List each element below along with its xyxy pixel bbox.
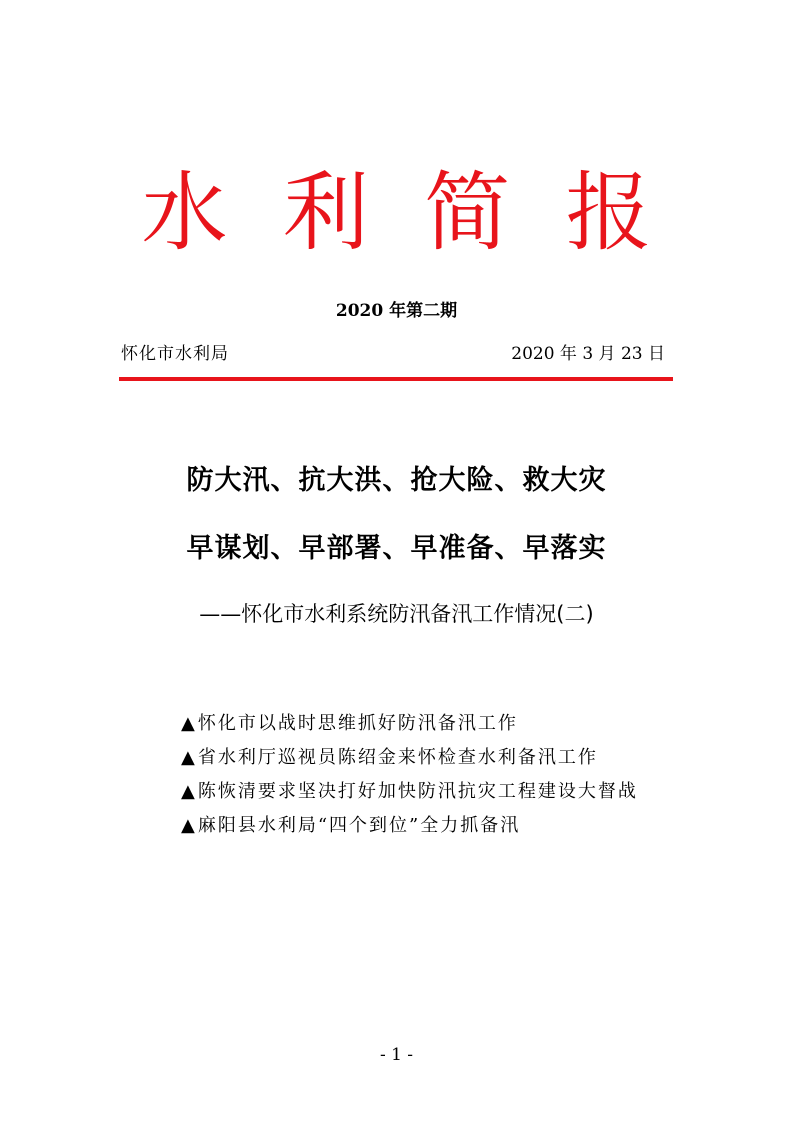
- headline-line-1: 防大汛、抗大洪、抢大险、救大灾: [186, 465, 607, 496]
- headline-line-2: 早谋划、早部署、早准备、早落实: [186, 533, 607, 564]
- contents-item: [181, 809, 638, 843]
- contents-item-text: 麻阳县水利局“四个到位”全力抓备汛: [197, 815, 521, 836]
- page-number: - 1 -: [379, 1045, 414, 1065]
- publish-date: 2020 年 3 月 23 日: [511, 344, 665, 364]
- publisher-name: 怀化市水利局: [121, 344, 229, 364]
- triangle-bullet-icon: ▲: [181, 713, 197, 734]
- contents-item-text: 陈恢清要求坚决打好加快防汛抗灾工程建设大督战: [197, 781, 638, 802]
- contents-item: [181, 707, 638, 741]
- triangle-bullet-icon: ▲: [181, 815, 197, 836]
- subheadline: ——怀化市水利系统防汛备汛工作情况(二): [199, 602, 594, 626]
- triangle-bullet-icon: ▲: [181, 781, 197, 802]
- contents-item-text: 省水利厅巡视员陈绍金来怀检查水利备汛工作: [197, 747, 598, 768]
- contents-item: [181, 775, 638, 809]
- contents-item-text: 怀化市以战时思维抓好防汛备汛工作: [197, 713, 518, 734]
- contents-item: [181, 741, 638, 775]
- masthead-title: 水 利 简 报: [141, 163, 666, 263]
- triangle-bullet-icon: ▲: [181, 747, 197, 768]
- contents-list: [181, 707, 638, 843]
- issue-number: 2020 年第二期: [335, 301, 458, 321]
- masthead-divider: [119, 377, 673, 381]
